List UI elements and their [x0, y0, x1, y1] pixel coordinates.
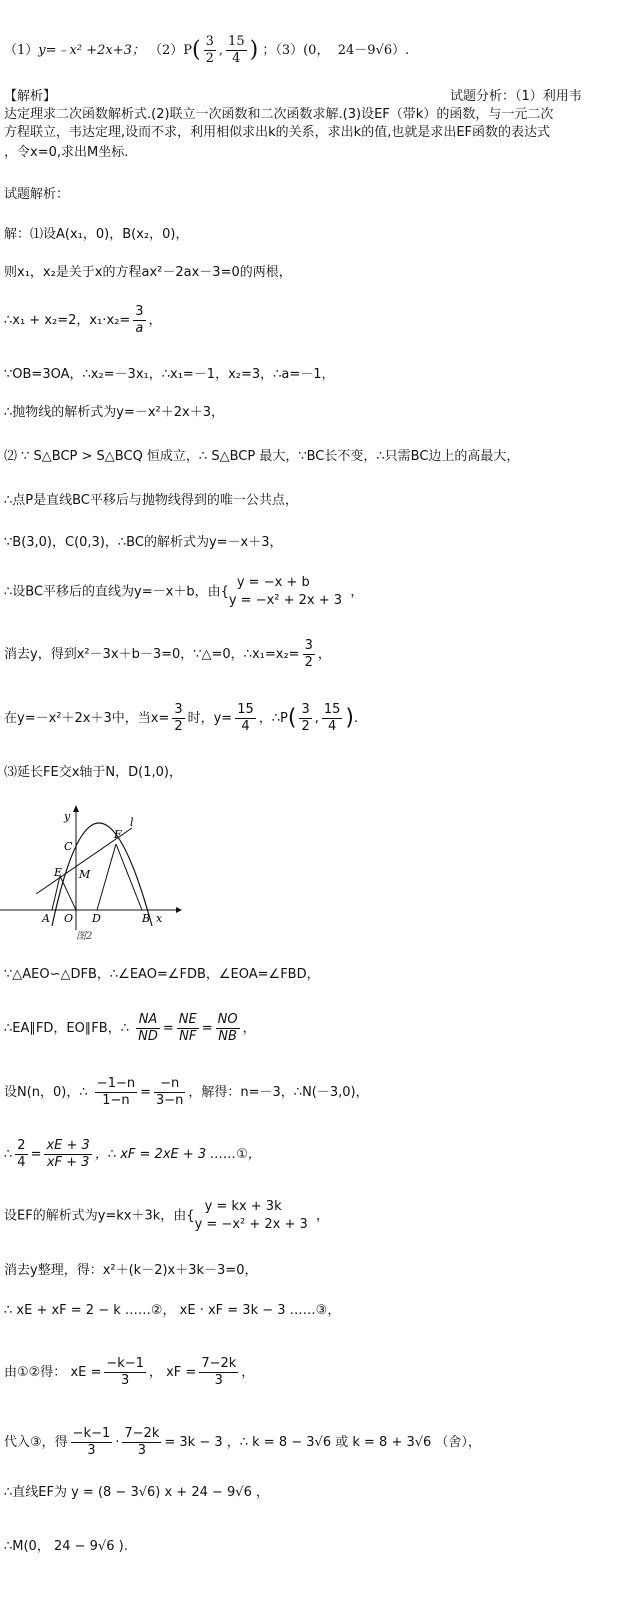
- solution-line-7: ∴点P是直线BC平移后与抛物线得到的唯一公共点，: [4, 493, 298, 508]
- equation-system-1: y = −x + b y = −x² + 2x + 3: [228, 575, 343, 608]
- solution-line-3: ∴x₁ + x₂=2，x₁·x₂= $\frac{3}{a}$ ，: [4, 304, 162, 336]
- solution-line-14: ∴EA∥FD，EO∥FB，∴ $\frac{NA}{ND}$ = $\frac{NE}{NF}$ = $\frac{NO}{NB}$ ，: [4, 1012, 256, 1044]
- answer-part1-label: （1）: [4, 43, 39, 58]
- segment-fb: [116, 844, 142, 910]
- parabola-figure: [0, 800, 190, 945]
- answer-p-x-fraction: $\frac{3}{2}$: [205, 34, 214, 66]
- solution-line-18: 消去y整理，得：x²＋(k－2)x＋3k－3=0，: [4, 1263, 258, 1278]
- analysis-intro: 试题分析：（1）利用韦: [450, 89, 582, 104]
- solution-line-17: 设EF的解析式为y=kx＋3k，由{ y = kx + 3k y = −x² + 2x + 3 ，: [4, 1199, 330, 1232]
- solution-line-19: ∴ xE + xF = 2 − k ……②， xE · xF = 3k − 3 ……③，: [4, 1303, 341, 1318]
- answer-part3-expression: 24－9√6: [337, 43, 393, 58]
- solution-line-1: 解：⑴设A(x₁，0)，B(x₂，0)，: [4, 227, 189, 242]
- solution-line-5: ∴抛物线的解析式为y=－x²＋2x＋3，: [4, 405, 224, 420]
- solution-line-20: 由①②得： xE = $\frac{-k-1}{3}$ ， xF = $\frac{7-2k}{3}$ ，: [4, 1356, 255, 1388]
- segment-ae: [52, 876, 60, 910]
- solution-line-13: ∵△AEO∽△DFB，∴∠EAO=∠FDB，∠EOA=∠FBD，: [4, 967, 320, 982]
- solution-line-16: ∴ $\frac{2}{4}$ = $\frac{xE + 3}{xF + 3}$ ，∴ xF = 2xE + 3 ……①，: [4, 1138, 261, 1170]
- solution-line-22: ∴直线EF为 y = (8 − 3√6) x + 24 − 9√6 ，: [4, 1485, 269, 1500]
- segment-df: [97, 844, 116, 910]
- solution-line-21: 代入③，得 $\frac{-k-1}{3}$ · $\frac{7-2k}{3}$ = 3k − 3 ，∴ k = 8 − 3√6 或 k = 8 + 3√6 （舍），: [4, 1426, 481, 1458]
- solution-line-12: ⑶延长FE交x轴于N，D(1,0)，: [4, 765, 182, 780]
- analysis-line-3: 方程联立，韦达定理,设而不求，利用相似求出k的关系，求出k的值,也就是求出EF函数的表达式: [4, 125, 551, 140]
- parabola-curve: [52, 823, 152, 926]
- label-x: x: [156, 912, 163, 925]
- fraction-x-value: $\frac{3}{2}$: [174, 702, 183, 734]
- y-axis-arrow: [73, 805, 79, 812]
- analysis-line-2: 达定理求二次函数解析式.(2)联立一次函数和二次函数求解.(3)设EF（带k）的函数，与一元二次: [4, 107, 554, 122]
- solution-line-2: 则x₁，x₂是关于x的方程ax²－2ax－3=0的两根，: [4, 265, 292, 280]
- solution-line-11: 在y=－x²＋2x＋3中，当x= $\frac{3}{2}$ 时，y= $\frac{15}{4}$ ，∴P( $\frac{3}{2}$ , $\frac{15}{4}$ ).: [4, 702, 359, 734]
- label-y: y: [64, 810, 71, 823]
- solution-line-8: ∵B(3,0)，C(0,3)，∴BC的解析式为y=－x＋3，: [4, 535, 283, 550]
- analysis-line-4: ，令x=0,求出M坐标.: [4, 145, 129, 160]
- label-a: A: [42, 912, 50, 925]
- label-e: E: [54, 866, 63, 879]
- fraction-y-value: $\frac{15}{4}$: [237, 702, 254, 734]
- label-d: D: [92, 912, 101, 925]
- label-o: O: [64, 912, 74, 925]
- label-f: F: [114, 828, 122, 841]
- fraction-3-over-2: $\frac{3}{2}$: [304, 638, 313, 670]
- segment-eo: [60, 876, 76, 910]
- x-axis-arrow: [176, 907, 182, 913]
- label-c: C: [64, 840, 73, 853]
- figure-caption: 图2: [76, 931, 93, 942]
- solution-line-10: 消去y，得到x²－3x＋b－3=0，∵△=0，∴x₁=x₂= $\frac{3}{2}$ ，: [4, 638, 331, 670]
- solution-line-9: ∴设BC平移后的直线为y=－x＋b，由{ y = −x + b y = −x² + 2x + 3 ，: [4, 575, 364, 608]
- label-m: M: [79, 868, 91, 881]
- fraction-3-over-a: $\frac{3}{a}$: [135, 304, 144, 336]
- point-p-x: $\frac{3}{2}$: [301, 702, 310, 734]
- answer-part1-expression: y=﹣x² +2x+3；: [38, 43, 145, 58]
- answer-part3-label: ；（3）(0，: [262, 43, 330, 58]
- solution-line-23: ∴M(0， 24 − 9√6 ).: [4, 1539, 128, 1554]
- answer-line: （1）y=﹣x² +2x+3； （2）P( $\frac{3}{2}$ , $\frac{15}{4}$ ) ；（3）(0， 24－9√6）.: [4, 34, 410, 66]
- solution-title: 试题解析：: [4, 187, 70, 202]
- answer-end: ）.: [392, 43, 410, 58]
- solution-line-6: ⑵ ∵ S△BCP > S△BCQ 恒成立，∴ S△BCP 最大，∵BC长不变，∴只需BC边上的高最大，: [4, 449, 520, 464]
- analysis-header: 【解析】: [4, 89, 57, 104]
- label-l: l: [130, 816, 134, 829]
- answer-part2-label: （2）P: [149, 43, 193, 58]
- point-p-y: $\frac{15}{4}$: [323, 702, 341, 734]
- label-b: B: [142, 912, 151, 925]
- solution-line-4: ∵OB=3OA，∴x₂=－3x₁，∴x₁=－1，x₂=3，∴a=－1，: [4, 367, 335, 382]
- equation-system-2: y = kx + 3k y = −x² + 2x + 3: [194, 1199, 308, 1232]
- answer-p-y-fraction: $\frac{15}{4}$: [228, 34, 245, 66]
- solution-line-15: 设N(n，0)，∴ $\frac{-1-n}{1-n}$ = $\frac{-n}{3-n}$ ，解得：n=－3，∴N(－3,0)，: [4, 1076, 369, 1108]
